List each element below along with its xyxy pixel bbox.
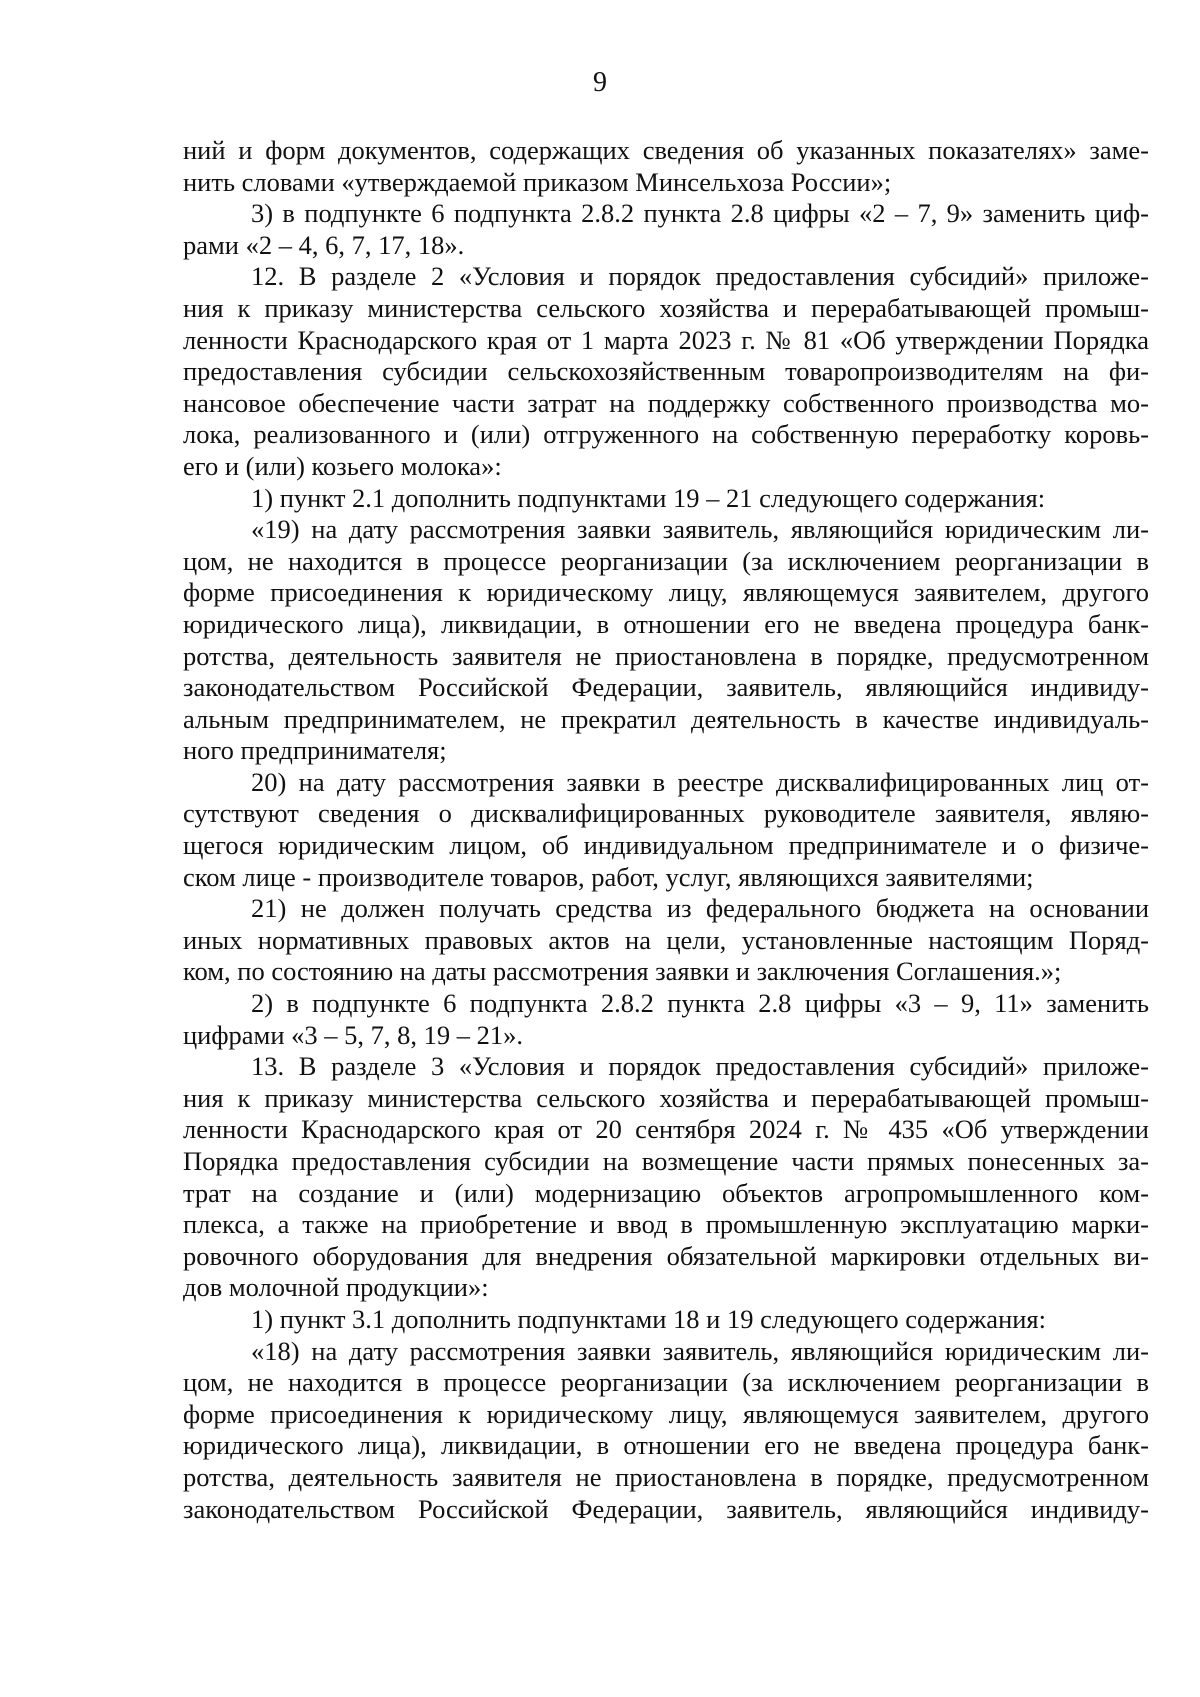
text-line: законодательством Российской Федерации, заявитель, являющийся индивиду- xyxy=(183,672,1149,703)
text-line: Порядка предоставления субсидии на возмещение части прямых понесенных за- xyxy=(183,1146,1149,1176)
text-line: ного предпринимателя; xyxy=(183,735,447,766)
text-line: 20) на дату рассмотрения заявки в реестре дисквалифицированных лиц от- xyxy=(251,766,1149,797)
page-number: 9 xyxy=(593,67,607,98)
text-line: 1) пункт 2.1 дополнить подпунктами 19 – 21 следующего содержания: xyxy=(251,482,1046,513)
text-line: цом, не находится в процессе реорганизации (за исключением реорганизации в xyxy=(183,545,1149,576)
text-line: нить словами «утверждаемой приказом Минсельхоза России»; xyxy=(183,166,892,197)
text-line: форме присоединения к юридическому лицу, являющемуся заявителем, другого xyxy=(183,577,1149,608)
text-line: ком, по состоянию на даты рассмотрения заявки и заключения Соглашения.»; xyxy=(183,956,1062,987)
text-line: плекса, а также на приобретение и ввод в промышленную эксплуатацию марки- xyxy=(183,1209,1149,1240)
text-line: 13. В разделе 3 «Условия и порядок предоставления субсидий» приложе- xyxy=(251,1051,1149,1082)
document-body xyxy=(183,135,1149,1525)
text-line: 21) не должен получать средства из федерального бюджета на основании xyxy=(251,893,1149,924)
text-line: 2) в подпункте 6 подпункта 2.8.2 пункта 2.8 цифры «3 – 9, 11» заменить xyxy=(251,988,1149,1019)
text-line: 12. В разделе 2 «Условия и порядок предоставления субсидий» приложе- xyxy=(251,261,1149,292)
text-line: рами «2 – 4, 6, 7, 17, 18». xyxy=(183,229,465,260)
text-line: ний и форм документов, содержащих сведения об указанных показателях» заме- xyxy=(183,135,1149,165)
text-line: цифрами «3 – 5, 7, 8, 19 – 21». xyxy=(183,1019,523,1050)
text-line: ровочного оборудования для внедрения обязательной маркировки отдельных ви- xyxy=(183,1240,1149,1271)
text-line: ния к приказу министерства сельского хозяйства и перерабатывающей промыш- xyxy=(183,292,1149,323)
text-line: трат на создание и (или) модернизацию объектов агропромышленного ком- xyxy=(183,1177,1149,1208)
text-line: ленности Краснодарского края от 20 сентября 2024 г. № 435 «Об утверждении xyxy=(183,1114,1149,1145)
text-line: ском лице - производителе товаров, работ, услуг, являющихся заявителями; xyxy=(183,861,1034,892)
text-line: ленности Краснодарского края от 1 марта 2023 г. № 81 «Об утверждении Порядка xyxy=(183,324,1149,355)
text-line: нансовое обеспечение части затрат на поддержку собственного производства мо- xyxy=(183,387,1149,418)
text-line: дов молочной продукции»: xyxy=(183,1272,489,1303)
text-line: ротства, деятельность заявителя не приостановлена в порядке, предусмотренном xyxy=(183,1461,1149,1492)
text-line: «19) на дату рассмотрения заявки заявитель, являющийся юридическим ли- xyxy=(251,514,1149,545)
text-line: юридического лица), ликвидации, в отношении его не введена процедура банк- xyxy=(183,608,1149,639)
text-line: ротства, деятельность заявителя не приостановлена в порядке, предусмотренном xyxy=(183,640,1149,671)
text-line: 3) в подпункте 6 подпункта 2.8.2 пункта 2.8 цифры «2 – 7, 9» заменить циф- xyxy=(251,198,1149,229)
text-line: предоставления субсидии сельскохозяйственным товаропроизводителям на фи- xyxy=(183,356,1149,387)
text-line: сутствуют сведения о дисквалифицированных руководителе заявителя, являю- xyxy=(183,798,1149,829)
text-line: щегося юридическим лицом, об индивидуальном предпринимателе и о физиче- xyxy=(183,830,1149,861)
text-line: цом, не находится в процессе реорганизации (за исключением реорганизации в xyxy=(183,1367,1149,1398)
text-line: 1) пункт 3.1 дополнить подпунктами 18 и 19 следующего содержания: xyxy=(251,1303,1046,1334)
text-line: законодательством Российской Федерации, заявитель, являющийся индивиду- xyxy=(183,1493,1149,1524)
text-line: лока, реализованного и (или) отгруженного на собственную переработку коровь- xyxy=(183,419,1149,450)
text-line: альным предпринимателем, не прекратил деятельность в качестве индивидуаль- xyxy=(183,703,1149,734)
text-line: форме присоединения к юридическому лицу, являющемуся заявителем, другого xyxy=(183,1398,1149,1429)
text-line: иных нормативных правовых актов на цели, установленные настоящим Поряд- xyxy=(183,924,1149,955)
text-line: «18) на дату рассмотрения заявки заявитель, являющийся юридическим ли- xyxy=(251,1335,1149,1366)
text-line: ния к приказу министерства сельского хозяйства и перерабатывающей промыш- xyxy=(183,1082,1149,1113)
text-line: юридического лица), ликвидации, в отношении его не введена процедура банк- xyxy=(183,1430,1149,1461)
text-line: его и (или) козьего молока»: xyxy=(183,450,502,481)
